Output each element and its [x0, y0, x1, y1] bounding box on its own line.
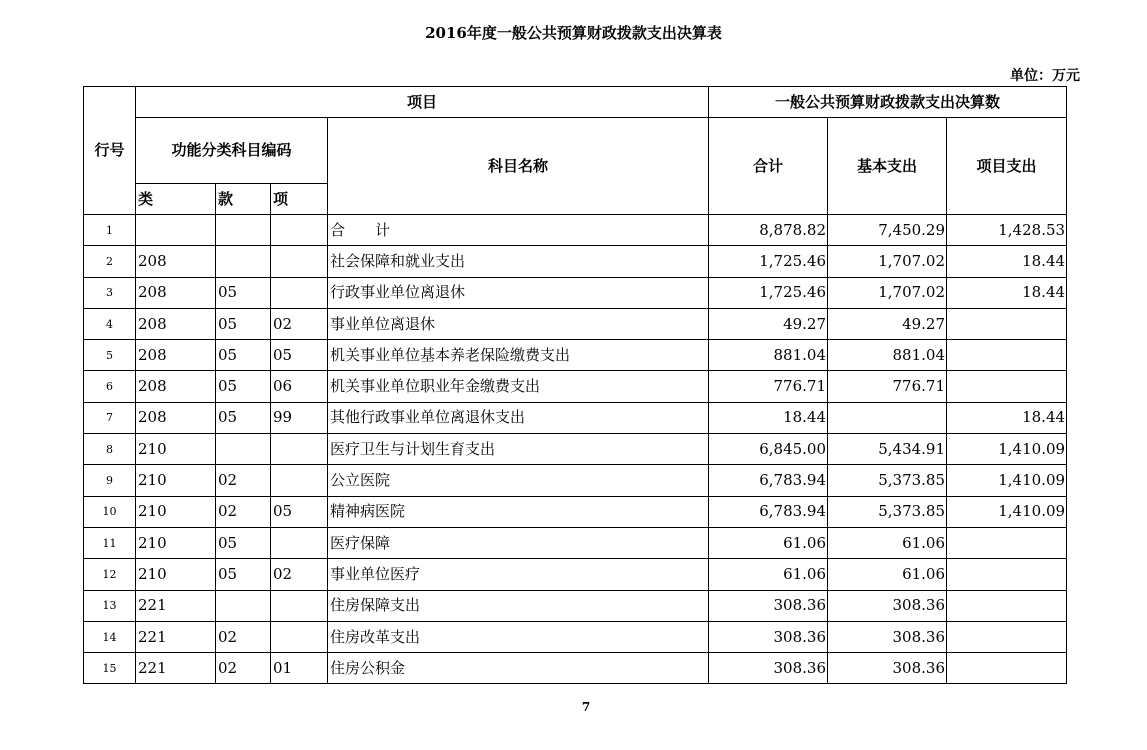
cell-project-exp [947, 590, 1067, 621]
cell-lei: 208 [136, 402, 216, 433]
cell-subject-name: 事业单位医疗 [328, 559, 709, 590]
table-row [84, 590, 1067, 621]
cell-row-no: 10 [84, 496, 136, 527]
cell-kuan: 02 [216, 465, 271, 496]
cell-subject-name: 事业单位离退休 [328, 308, 709, 339]
cell-lei [136, 215, 216, 246]
cell-kuan [216, 590, 271, 621]
table-row [84, 340, 1067, 371]
cell-subject-name: 医疗卫生与计划生育支出 [328, 434, 709, 465]
table-body [84, 215, 1067, 684]
cell-kuan: 05 [216, 277, 271, 308]
header-fund-group: 一般公共预算财政拨款支出决算数 [709, 87, 1067, 118]
cell-row-no: 6 [84, 371, 136, 402]
cell-subject-name: 行政事业单位离退休 [328, 277, 709, 308]
cell-row-no: 5 [84, 340, 136, 371]
cell-project-exp: 18.44 [947, 246, 1067, 277]
cell-lei: 208 [136, 340, 216, 371]
table-header [84, 87, 1067, 215]
cell-total: 49.27 [709, 308, 828, 339]
cell-row-no: 4 [84, 308, 136, 339]
cell-subject-name: 其他行政事业单位离退休支出 [328, 402, 709, 433]
cell-xiang: 99 [271, 402, 328, 433]
cell-basic: 776.71 [828, 371, 947, 402]
cell-row-no: 3 [84, 277, 136, 308]
cell-xiang [271, 246, 328, 277]
cell-project-exp: 1,410.09 [947, 465, 1067, 496]
cell-xiang: 05 [271, 340, 328, 371]
cell-basic: 308.36 [828, 653, 947, 684]
cell-kuan: 02 [216, 621, 271, 652]
cell-row-no: 12 [84, 559, 136, 590]
cell-lei: 210 [136, 527, 216, 558]
header-kuan: 款 [216, 184, 271, 215]
table-row [84, 308, 1067, 339]
table-row [84, 215, 1067, 246]
cell-total: 8,878.82 [709, 215, 828, 246]
cell-basic: 61.06 [828, 527, 947, 558]
cell-project-exp: 1,410.09 [947, 434, 1067, 465]
table-row [84, 434, 1067, 465]
header-lei: 类 [136, 184, 216, 215]
cell-kuan: 05 [216, 371, 271, 402]
cell-xiang [271, 434, 328, 465]
cell-basic: 881.04 [828, 340, 947, 371]
cell-subject-name: 合 计 [328, 215, 709, 246]
cell-kuan: 02 [216, 496, 271, 527]
cell-row-no: 13 [84, 590, 136, 621]
table-row [84, 465, 1067, 496]
cell-basic: 5,373.85 [828, 465, 947, 496]
cell-project-exp [947, 621, 1067, 652]
header-code-group: 功能分类科目编码 [136, 118, 328, 184]
cell-lei: 210 [136, 434, 216, 465]
cell-xiang [271, 590, 328, 621]
cell-row-no: 14 [84, 621, 136, 652]
cell-xiang [271, 277, 328, 308]
cell-basic: 1,707.02 [828, 277, 947, 308]
cell-xiang [271, 215, 328, 246]
cell-total: 308.36 [709, 653, 828, 684]
cell-subject-name: 社会保障和就业支出 [328, 246, 709, 277]
cell-total: 61.06 [709, 559, 828, 590]
cell-basic [828, 402, 947, 433]
table-row [84, 246, 1067, 277]
table-row [84, 621, 1067, 652]
header-subject-name: 科目名称 [328, 118, 709, 215]
cell-kuan: 05 [216, 308, 271, 339]
cell-kuan: 05 [216, 559, 271, 590]
cell-total: 308.36 [709, 590, 828, 621]
table-row [84, 277, 1067, 308]
cell-lei: 210 [136, 465, 216, 496]
cell-total: 18.44 [709, 402, 828, 433]
cell-kuan [216, 215, 271, 246]
header-total: 合计 [709, 118, 828, 215]
header-row-no: 行号 [84, 87, 136, 215]
cell-subject-name: 医疗保障 [328, 527, 709, 558]
cell-lei: 210 [136, 559, 216, 590]
cell-subject-name: 住房公积金 [328, 653, 709, 684]
cell-xiang: 02 [271, 308, 328, 339]
cell-total: 1,725.46 [709, 246, 828, 277]
cell-subject-name: 公立医院 [328, 465, 709, 496]
cell-subject-name: 机关事业单位职业年金缴费支出 [328, 371, 709, 402]
cell-row-no: 11 [84, 527, 136, 558]
cell-total: 1,725.46 [709, 277, 828, 308]
cell-xiang: 05 [271, 496, 328, 527]
cell-subject-name: 住房改革支出 [328, 621, 709, 652]
cell-project-exp [947, 308, 1067, 339]
cell-kuan [216, 246, 271, 277]
cell-lei: 208 [136, 246, 216, 277]
cell-basic: 7,450.29 [828, 215, 947, 246]
header-xiang: 项 [271, 184, 328, 215]
table-row [84, 496, 1067, 527]
cell-lei: 208 [136, 277, 216, 308]
cell-xiang: 06 [271, 371, 328, 402]
cell-total: 6,783.94 [709, 496, 828, 527]
cell-subject-name: 住房保障支出 [328, 590, 709, 621]
expenditure-table [83, 86, 1067, 684]
cell-total: 881.04 [709, 340, 828, 371]
cell-lei: 210 [136, 496, 216, 527]
cell-project-exp: 1,410.09 [947, 496, 1067, 527]
cell-project-exp [947, 559, 1067, 590]
cell-lei: 221 [136, 621, 216, 652]
cell-row-no: 2 [84, 246, 136, 277]
table-row [84, 653, 1067, 684]
cell-subject-name: 机关事业单位基本养老保险缴费支出 [328, 340, 709, 371]
cell-basic: 308.36 [828, 590, 947, 621]
cell-xiang [271, 527, 328, 558]
table-row [84, 527, 1067, 558]
page-title: 2016年度一般公共预算财政拨款支出决算表 [425, 24, 722, 42]
cell-project-exp [947, 527, 1067, 558]
cell-kuan: 05 [216, 340, 271, 371]
cell-project-exp: 1,428.53 [947, 215, 1067, 246]
cell-project-exp: 18.44 [947, 277, 1067, 308]
cell-basic: 308.36 [828, 621, 947, 652]
cell-row-no: 15 [84, 653, 136, 684]
cell-row-no: 9 [84, 465, 136, 496]
cell-lei: 221 [136, 590, 216, 621]
cell-total: 6,783.94 [709, 465, 828, 496]
table-row [84, 402, 1067, 433]
cell-total: 6,845.00 [709, 434, 828, 465]
header-project: 项目 [136, 87, 709, 118]
cell-project-exp [947, 340, 1067, 371]
cell-project-exp [947, 371, 1067, 402]
page-number: 7 [581, 700, 591, 714]
cell-lei: 208 [136, 308, 216, 339]
cell-basic: 61.06 [828, 559, 947, 590]
table-row [84, 371, 1067, 402]
cell-total: 308.36 [709, 621, 828, 652]
cell-basic: 5,434.91 [828, 434, 947, 465]
cell-total: 776.71 [709, 371, 828, 402]
cell-kuan: 02 [216, 653, 271, 684]
cell-basic: 5,373.85 [828, 496, 947, 527]
cell-lei: 221 [136, 653, 216, 684]
cell-xiang [271, 621, 328, 652]
cell-project-exp [947, 653, 1067, 684]
cell-kuan: 05 [216, 402, 271, 433]
cell-xiang: 02 [271, 559, 328, 590]
cell-lei: 208 [136, 371, 216, 402]
cell-total: 61.06 [709, 527, 828, 558]
cell-row-no: 1 [84, 215, 136, 246]
cell-kuan [216, 434, 271, 465]
cell-project-exp: 18.44 [947, 402, 1067, 433]
cell-xiang: 01 [271, 653, 328, 684]
cell-subject-name: 精神病医院 [328, 496, 709, 527]
header-basic: 基本支出 [828, 118, 947, 215]
cell-row-no: 8 [84, 434, 136, 465]
cell-xiang [271, 465, 328, 496]
header-project-exp: 项目支出 [947, 118, 1067, 215]
cell-kuan: 05 [216, 527, 271, 558]
cell-basic: 1,707.02 [828, 246, 947, 277]
unit-label: 单位：万元 [1010, 68, 1080, 84]
table-row [84, 559, 1067, 590]
cell-row-no: 7 [84, 402, 136, 433]
cell-basic: 49.27 [828, 308, 947, 339]
